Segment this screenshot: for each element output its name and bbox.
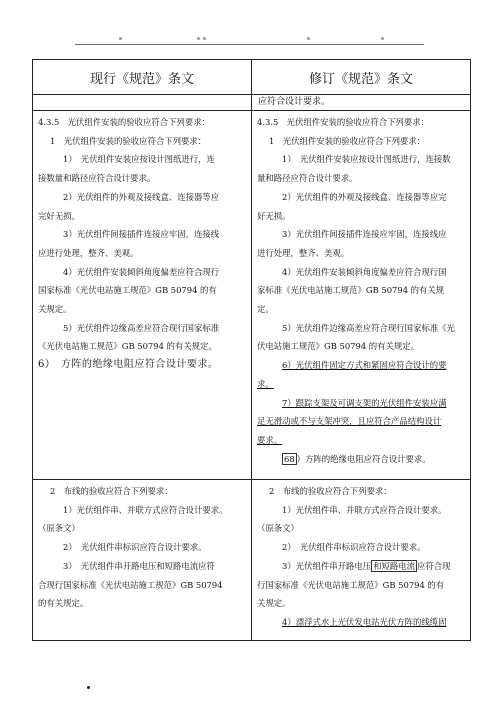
table-row: [33, 111, 471, 480]
revised-term: 和短路电流: [373, 560, 415, 571]
clause-item: 进行处理，整齐、美观。: [257, 247, 350, 258]
clause-item: 应进行处理，整齐、美观。: [38, 247, 139, 258]
added-clause-item: 足无滑动或不与支架冲突，且应符合产品结构设计: [257, 416, 442, 427]
current-clause-header: 现行《规范》条文: [33, 60, 252, 95]
table-row: [33, 95, 471, 111]
current-cell-wiring: [33, 480, 252, 641]
clause-item: [257, 450, 466, 469]
clause-item: 伏电站施工规范》GB 50794 的有关规定。: [257, 341, 420, 352]
clause-item: 1）光伏组件串、并联方式应符合设计要求。: [282, 504, 447, 515]
clause-item: 5）光伏组件边缘高差应符合现行国家标准: [63, 322, 220, 333]
clause-item: （原条文）: [38, 523, 80, 534]
clause-item: 3）光伏组件间接插件连接应牢固，连接线: [63, 229, 220, 240]
clause-item: 1 光伏组件安装的验收应符合下列要求：: [50, 135, 207, 146]
clause-item-text: 应符合现: [416, 560, 451, 571]
clause-item: 5）光伏组件边缘高差应符合现行国家标准《光: [282, 322, 455, 333]
current-cell-continuation: [33, 95, 252, 111]
renumbered-mark: 68: [284, 453, 295, 464]
current-cell-4-3-5: [33, 111, 252, 480]
clause-item: 关规定。: [38, 304, 72, 315]
clause-item: 家标准《光伏电站施工规范》GB 50794 的有关规: [257, 285, 445, 296]
clause-item: 1） 光伏组件安装应按设计图纸进行，连: [63, 154, 215, 165]
clause-item: 2） 光伏组件串标识应符合设计要求。: [282, 542, 426, 553]
clause-item: 2） 光伏组件串标识应符合设计要求。: [63, 542, 207, 553]
clause-item: 接数量和路径应符合设计要求。: [38, 173, 156, 184]
clause-item: 2）光伏组件的外观及接线盒、连接器等应完: [282, 191, 447, 202]
clause-item: 合现行国家标准《光伏电站施工规范》GB 50794: [38, 579, 223, 590]
clause-item: 4）光伏组件安装倾斜角度偏差应符合现行: [63, 266, 220, 277]
clause-item: 量和路径应符合设计要求。: [257, 173, 358, 184]
clause-item: 国家标准《光伏电站施工规范》GB 50794 的有: [38, 285, 217, 296]
clause-item: 《光伏电站施工规范》GB 50794 的有关规定。: [38, 341, 217, 352]
clause-heading: 2 布线的验收应符合下列要求：: [269, 486, 392, 496]
clause-item: 4）光伏组件安装倾斜角度偏差应符合现行国: [282, 266, 447, 277]
clause-heading: 4.3.5 光伏组件安装的验收应符合下列要求：: [257, 117, 430, 127]
table-header-row: [33, 60, 471, 95]
added-clause-item: 6）光伏组件固定方式和紧固应符合设计的要: [282, 360, 447, 371]
clause-item: （原条文）: [257, 523, 299, 534]
clause-item-text: ）方阵的绝缘电阻应符合设计要求。: [296, 453, 431, 464]
table-row: [33, 480, 471, 641]
clause-item: 关规定。: [257, 598, 291, 609]
clause-item: 3） 光伏组件串开路电压和短路电流应符: [63, 560, 215, 571]
clause-item: 好无损。: [257, 210, 291, 221]
added-clause-item: 4）漂浮式水上光伏发电站光伏方阵的线缆固: [282, 616, 447, 627]
clause-item: 定。: [257, 304, 274, 315]
revised-clause-header: 修订《规范》条文: [252, 60, 471, 95]
clause-heading: 4.3.5 光伏组件安装的验收应符合下列要求：: [38, 117, 211, 127]
revised-cell-wiring: [252, 480, 471, 641]
clause-item: 2）光伏组件的外观及接线盒、连接器等应: [63, 191, 220, 202]
clause-item: 行国家标准《光伏电站施工规范》GB 50794 的有: [257, 579, 445, 590]
clause-item: 完好无损。: [38, 210, 80, 221]
clause-item: [257, 557, 466, 576]
clause-item: 1） 光伏组件安装应按设计图纸进行，连接数: [282, 154, 451, 165]
page-mark: [87, 686, 90, 689]
clause-item: 6） 方阵的绝缘电阻应符合设计要求。: [38, 359, 219, 371]
clause-item: 的有关规定。: [38, 598, 89, 609]
clause-heading: 2 布线的验收应符合下列要求：: [50, 486, 173, 496]
comparison-table: [32, 59, 471, 641]
added-clause-item: 要求。: [257, 434, 283, 445]
header-rule: [75, 44, 424, 45]
revised-cell-continuation: [252, 95, 471, 111]
revised-cell-4-3-5: [252, 111, 471, 480]
clause-item: 1）光伏组件串、并联方式应符合设计要求。: [63, 504, 228, 515]
added-clause-item: 求。: [257, 378, 274, 389]
continuation-text: 应符合设计要求。: [258, 97, 331, 107]
clause-item-text: 3）光伏组件串开路电压: [282, 560, 372, 571]
added-clause-item: 7）跟踪支架及可调支架的光伏组件安装应满: [282, 397, 447, 408]
clause-item: 3）光伏组件间接插件连接应牢固，连接线应: [282, 229, 447, 240]
clause-item: 1 光伏组件安装的验收应符合下列要求：: [269, 135, 426, 146]
